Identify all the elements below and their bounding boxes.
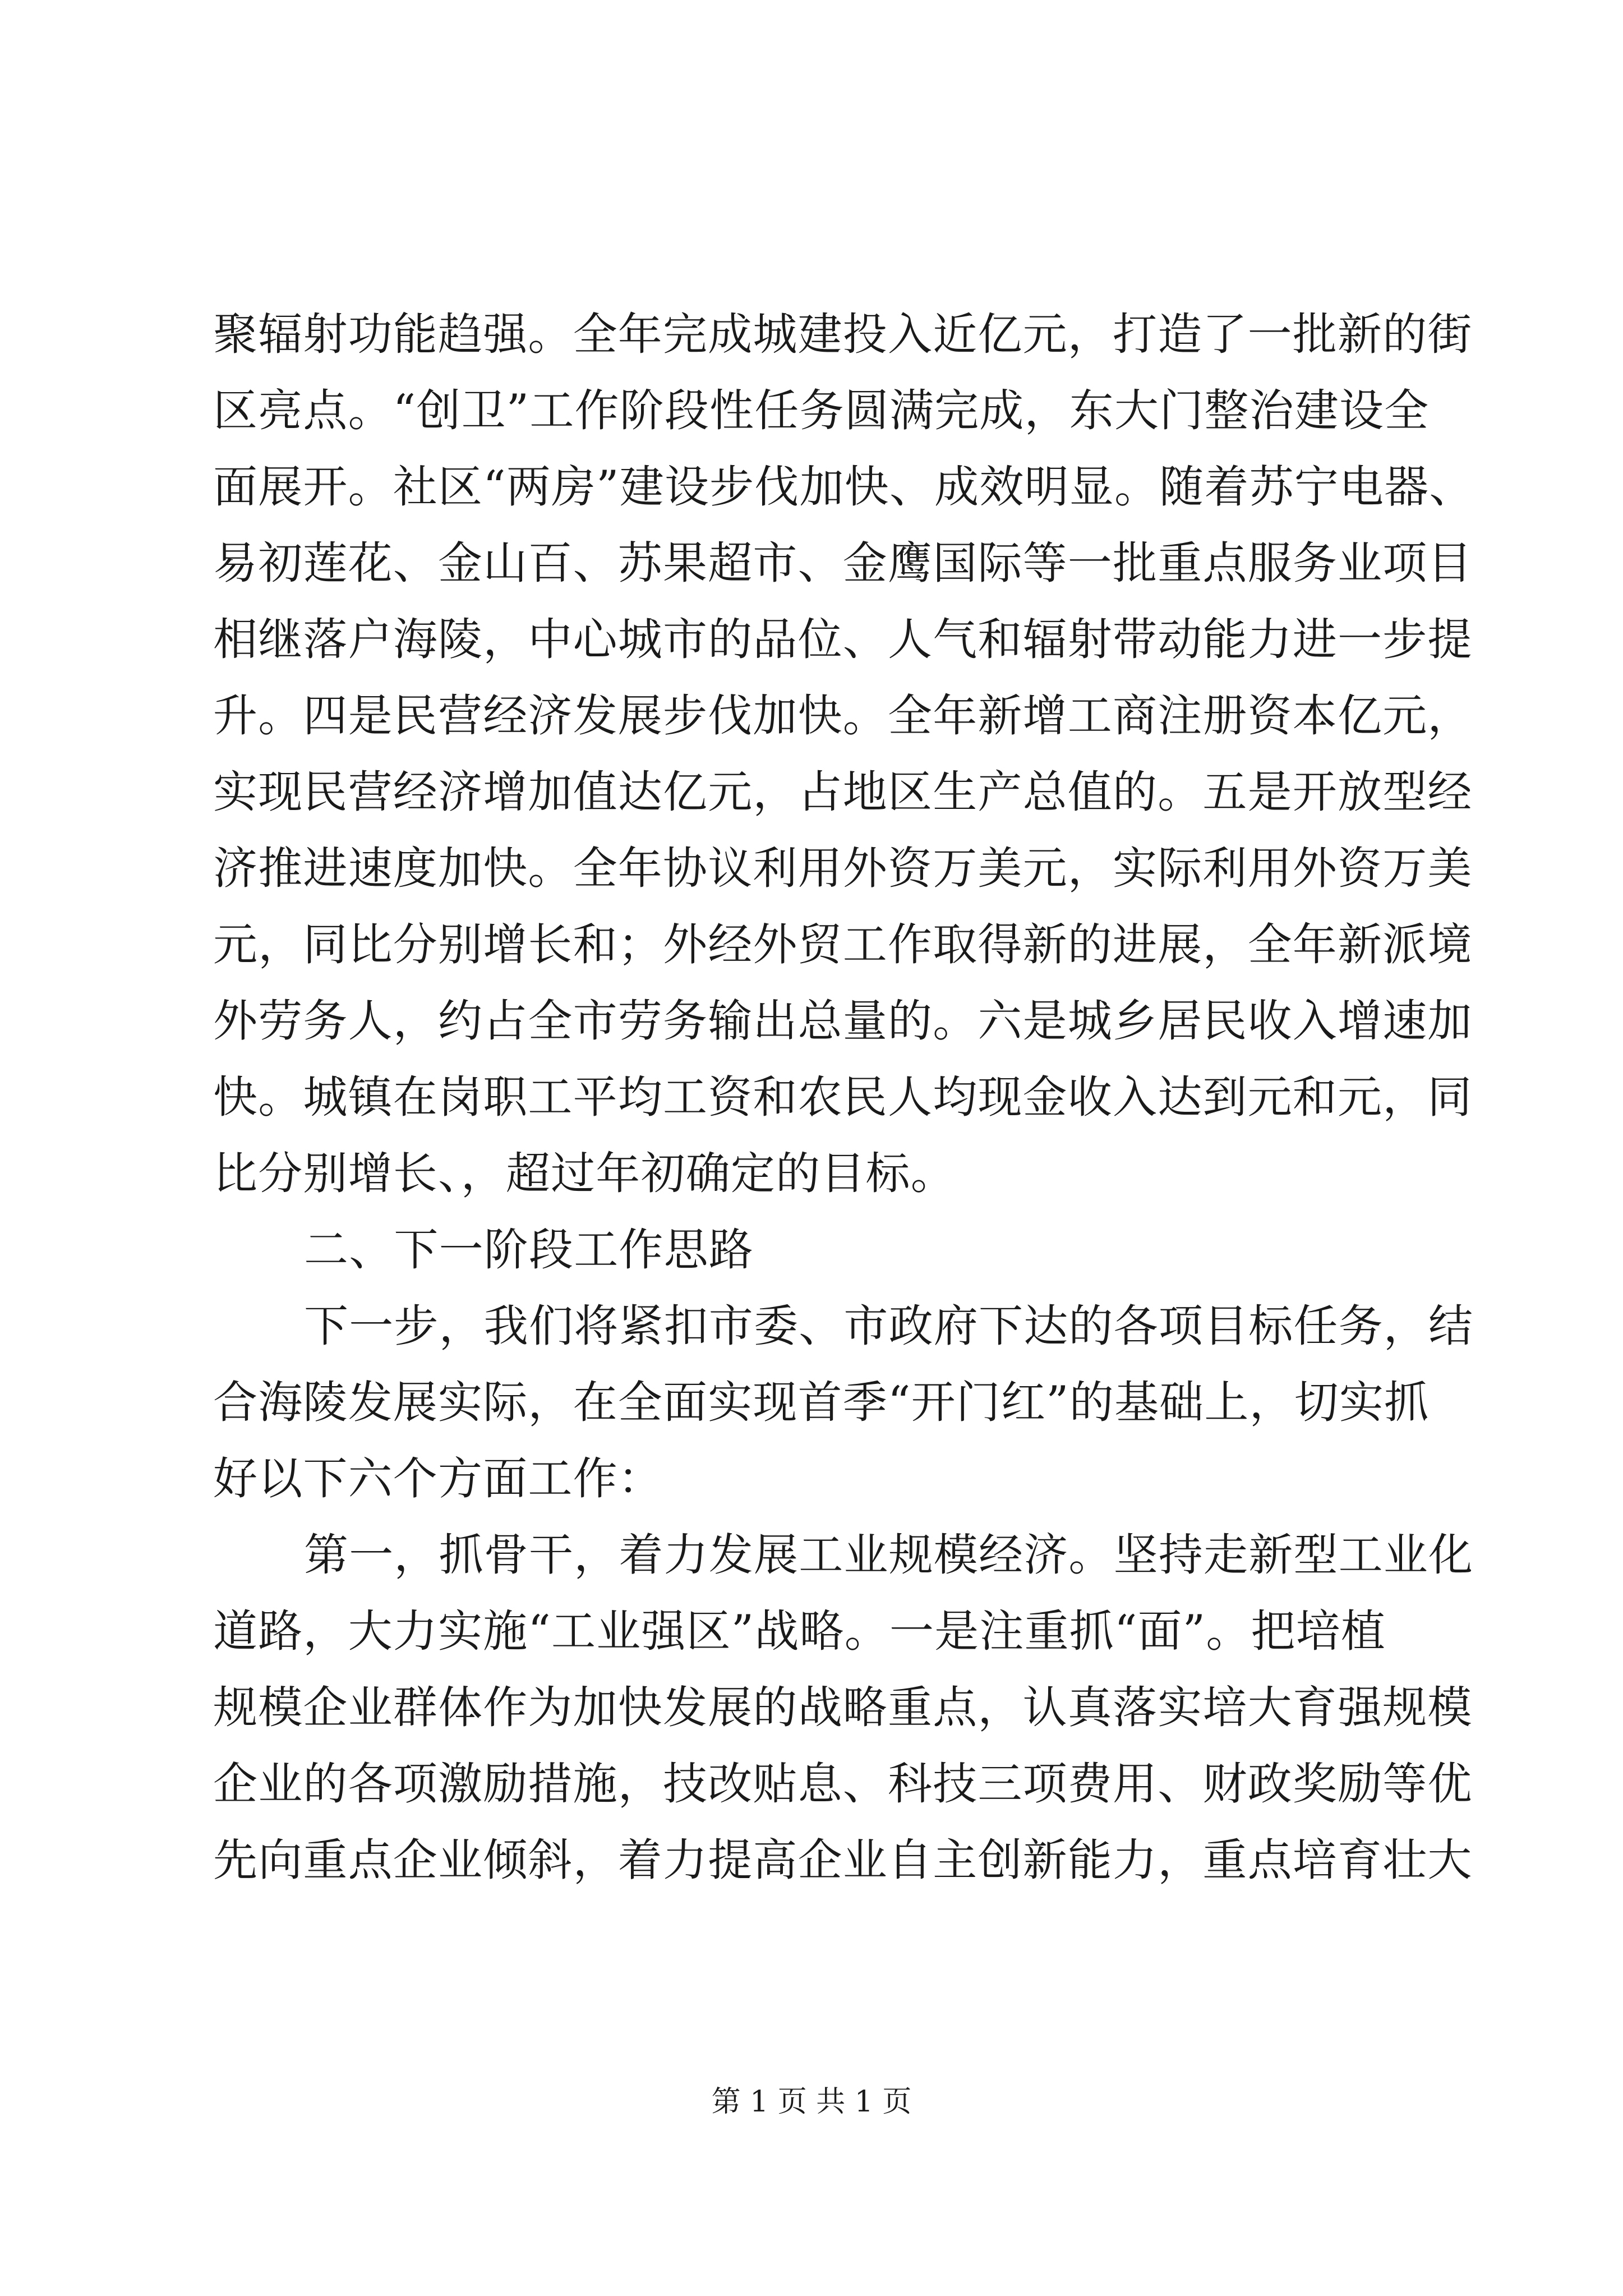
text-line: 第一，抓骨干，着力发展工业规模经济。坚持走新型工业化 xyxy=(304,1529,1474,1581)
page-footer: 第 1 页 共 1 页 xyxy=(711,2085,912,2119)
text-line: 易初莲花、金山百、苏果超市、金鹰国际等一批重点服务业项目 xyxy=(213,537,1473,589)
text-line: 下一步，我们将紧扣市委、市政府下达的各项目标任务，结 xyxy=(304,1300,1474,1352)
text-line: 济推进速度加快。全年协议利用外资万美元，实际利用外资万美 xyxy=(213,843,1473,894)
text-line: 合海陵发展实际，在全面实现首季“开门红”的基础上，切实抓 xyxy=(213,1377,1430,1428)
text-line: 外劳务人，约占全市劳务输出总量的。六是城乡居民收入增速加 xyxy=(213,995,1473,1047)
document-body xyxy=(213,296,1474,1898)
text-line: 比分别增长、，超过年初确定的目标。 xyxy=(213,1148,956,1199)
text-line: 实现民营经济增加值达亿元，占地区生产总值的。五是开放型经 xyxy=(213,766,1473,818)
text-line: 企业的各项激励措施，技改贴息、科技三项费用、财政奖励等优 xyxy=(213,1758,1473,1810)
text-line: 好以下六个方面工作： xyxy=(213,1453,663,1504)
text-line: 先向重点企业倾斜，着力提高企业自主创新能力，重点培育壮大 xyxy=(213,1834,1473,1886)
text-line: 升。四是民营经济发展步伐加快。全年新增工商注册资本亿元， xyxy=(213,690,1473,742)
text-line: 相继落户海陵，中心城市的品位、人气和辐射带动能力进一步提 xyxy=(213,614,1473,665)
text-line: 道路，大力实施“工业强区”战略。一是注重抓“面”。把培植 xyxy=(213,1605,1386,1657)
text-line: 快。城镇在岗职工平均工资和农民人均现金收入达到元和元，同 xyxy=(213,1071,1473,1123)
section-heading: 二、下一阶段工作思路 xyxy=(304,1224,754,1276)
text-line: 元，同比分别增长和；外经外贸工作取得新的进展，全年新派境 xyxy=(213,919,1473,970)
text-line: 规模企业群体作为加快发展的战略重点，认真落实培大育强规模 xyxy=(213,1682,1473,1733)
text-line: 区亮点。“创卫”工作阶段性任务圆满完成，东大门整治建设全 xyxy=(213,385,1430,436)
text-line: 聚辐射功能趋强。全年完成城建投入近亿元，打造了一批新的街 xyxy=(213,309,1473,360)
text-line: 面展开。社区“两房”建设步伐加快、成效明显。随着苏宁电器、 xyxy=(213,461,1474,513)
